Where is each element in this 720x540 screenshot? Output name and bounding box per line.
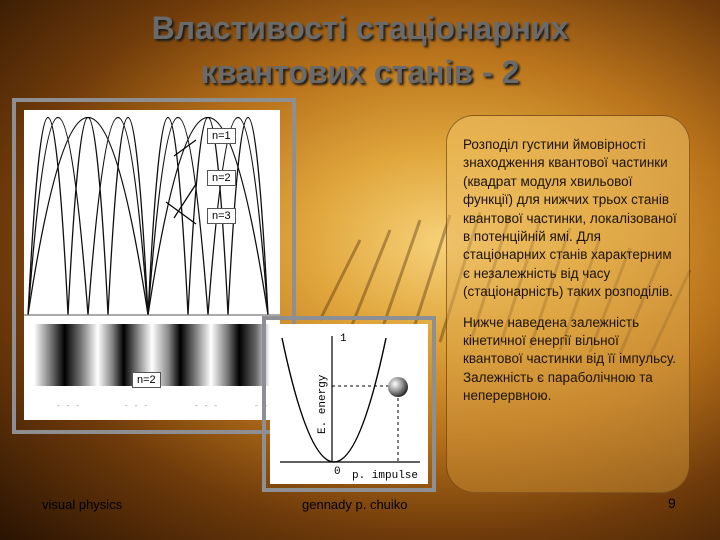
svg-text:- - -: - - - bbox=[56, 402, 81, 411]
label-density-n2: n=2 bbox=[132, 372, 161, 388]
top-tick: 1 bbox=[340, 333, 347, 345]
particle-ball bbox=[388, 377, 408, 397]
footer-author: gennady p. chuiko bbox=[302, 497, 408, 512]
label-n3: n=3 bbox=[207, 208, 236, 224]
wavefunction-svg bbox=[24, 110, 280, 320]
title-line-2: квантових станів - 2 bbox=[200, 54, 520, 90]
footer-left: visual physics bbox=[42, 497, 123, 512]
parabola-svg bbox=[270, 324, 428, 484]
density-svg bbox=[24, 320, 280, 420]
description-paragraph-2: Нижче наведена залежність кінетичної енергії вільної квантової частинки від її імпульсу. Залежність є параболічною та неперервною. bbox=[463, 314, 677, 404]
energy-momentum-plot bbox=[270, 324, 428, 484]
arrow-n2 bbox=[174, 184, 196, 218]
y-axis-label: E. energy bbox=[317, 374, 329, 434]
density-plot bbox=[24, 320, 280, 420]
title-line-1: Властивості стаціонарних bbox=[151, 10, 569, 46]
svg-text:- - -: - - - bbox=[124, 402, 149, 411]
x-axis-label: p. impulse bbox=[352, 470, 419, 482]
svg-text:- - -: - - - bbox=[194, 402, 219, 411]
svg-text:- -: - - bbox=[254, 402, 269, 411]
page-number: 9 bbox=[668, 495, 676, 511]
description-paragraph-1: Розподіл густини ймовірності знаходження квантової частинки (квадрат модуля хвильової функції) для нижчих трьох станів квантової частинки, локалізованої в потенційній ямі. Для стаціонарних станів характерним є незалежність від часу (стаціонарність) таких розподілів. bbox=[463, 137, 677, 300]
wavefunction-plot bbox=[24, 110, 280, 320]
parabola-curve bbox=[282, 338, 386, 462]
arrow-n1 bbox=[174, 140, 196, 156]
label-n1: n=1 bbox=[207, 128, 236, 144]
description-box bbox=[446, 115, 690, 493]
label-n2: n=2 bbox=[207, 170, 236, 186]
slide-title bbox=[0, 6, 720, 94]
origin-label: 0 bbox=[334, 466, 341, 478]
